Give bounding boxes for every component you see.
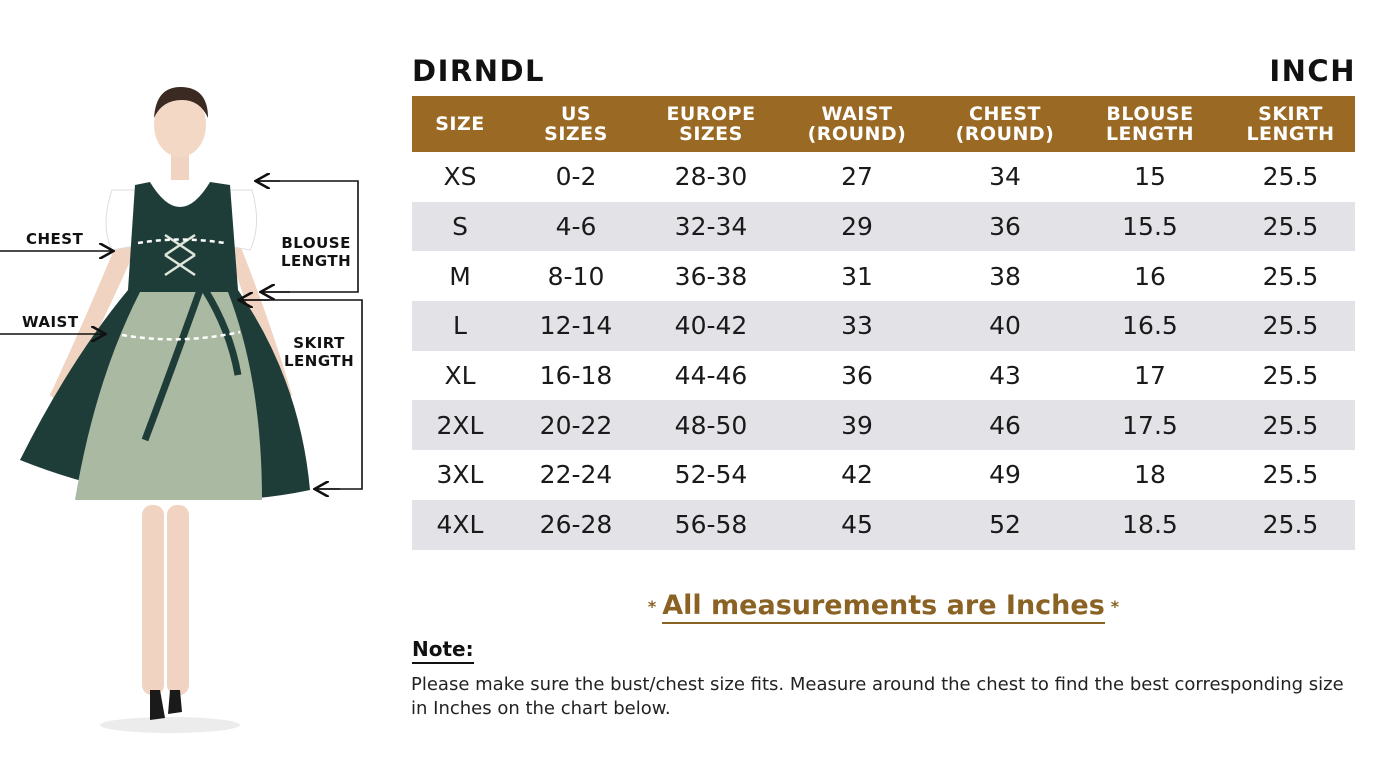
table-cell: 40-42 [644, 301, 778, 351]
table-row [412, 301, 1355, 351]
table-cell: 45 [778, 500, 936, 550]
waist-label: WAIST [22, 313, 79, 331]
table-cell: 25.5 [1226, 500, 1355, 550]
column-header [936, 96, 1074, 152]
column-header-line: SIZES [679, 123, 743, 145]
table-cell: 34 [989, 162, 1021, 192]
table-body [412, 152, 1355, 550]
table-cell: 15.5 [1074, 202, 1226, 252]
table-cell: 25.5 [1262, 460, 1319, 490]
table-cell: 0-2 [555, 162, 597, 192]
table-cell: 26-28 [508, 500, 644, 550]
column-header-line: EUROPE [666, 103, 756, 125]
column-header-line: (ROUND) [955, 123, 1055, 145]
table-cell: 48-50 [644, 400, 778, 450]
table-cell: 31 [841, 261, 873, 291]
table-cell: 18.5 [1074, 500, 1226, 550]
table-cell: 52-54 [674, 460, 748, 490]
table-cell: 38 [989, 261, 1021, 291]
table-cell: 3XL [436, 460, 484, 490]
column-header-line: US [560, 103, 592, 125]
column-header-line: LENGTH [1105, 123, 1195, 145]
table-row [412, 202, 1355, 252]
table-cell: 42 [841, 460, 873, 490]
column-header [508, 96, 644, 152]
column-header-line: WAIST [821, 103, 893, 125]
table-cell: 16-18 [539, 361, 613, 391]
floor-shadow [100, 717, 240, 733]
measurement-unit-note [412, 590, 1355, 621]
table-header-row [412, 96, 1355, 152]
column-header [778, 96, 936, 152]
column-header-line: SIZES [544, 123, 608, 145]
table-cell: 25.5 [1226, 202, 1355, 252]
table-cell: M [449, 261, 471, 291]
table-cell: 40 [936, 301, 1074, 351]
table-cell: 36-38 [674, 261, 748, 291]
table-cell: 25.5 [1262, 361, 1319, 391]
table-cell: 2XL [412, 400, 508, 450]
column-header-line: SKIRT [1258, 103, 1323, 125]
table-cell: XS [443, 162, 477, 192]
table-cell: XL [444, 361, 476, 391]
table-cell: 16 [1134, 261, 1166, 291]
table-cell: 4XL [412, 500, 508, 550]
table-cell: 17.5 [1074, 400, 1226, 450]
model-figure [0, 0, 400, 779]
table-cell: 16.5 [1074, 301, 1226, 351]
measurement-note-text: All measurements are Inches [662, 590, 1105, 624]
table-cell: 43 [989, 361, 1021, 391]
table-cell: L [412, 301, 508, 351]
column-header [644, 96, 778, 152]
table-cell: 36 [841, 361, 873, 391]
column-header [1226, 96, 1355, 152]
table-cell: 25.5 [1262, 162, 1319, 192]
table-cell: 15 [1134, 162, 1166, 192]
table-cell: 56-58 [644, 500, 778, 550]
table-cell: 28-30 [674, 162, 748, 192]
star-icon: * [1110, 597, 1120, 616]
column-header-line: CHEST [969, 103, 1041, 125]
table-cell: 29 [778, 202, 936, 252]
chart-title: DIRNDL [412, 54, 546, 88]
table-cell: 39 [778, 400, 936, 450]
table-cell: 25.5 [1226, 301, 1355, 351]
table-row [412, 251, 1355, 301]
table-cell: 4-6 [508, 202, 644, 252]
table-cell: S [412, 202, 508, 252]
skirt-length-label: SKIRT LENGTH [284, 334, 355, 370]
column-header-line: SIZE [435, 113, 485, 135]
column-header [1074, 96, 1226, 152]
table-cell: 46 [936, 400, 1074, 450]
table-cell: 12-14 [508, 301, 644, 351]
table-row [412, 400, 1355, 450]
leg-right [167, 505, 189, 695]
shoe-right [168, 690, 182, 714]
note-body: Please make sure the bust/chest size fits. Measure around the chest to find the best corresponding size in Inches on the chart below. [411, 674, 1344, 719]
leg-left [142, 505, 164, 695]
blouse-length-label: BLOUSE LENGTH [281, 234, 352, 270]
shoe-left [150, 690, 165, 720]
table-cell: 17 [1134, 361, 1166, 391]
column-header [412, 96, 508, 152]
size-chart-table [412, 96, 1355, 550]
table-cell: 8-10 [547, 261, 605, 291]
column-header-line: (ROUND) [807, 123, 907, 145]
table-row [412, 351, 1355, 401]
table-cell: 22-24 [539, 460, 613, 490]
table-cell: 32-34 [644, 202, 778, 252]
dirndl-model-illustration [0, 0, 400, 779]
table-cell: 18 [1134, 460, 1166, 490]
table-row [412, 450, 1355, 500]
note-title: Note: [412, 637, 474, 664]
table-cell: 52 [936, 500, 1074, 550]
table-cell: 44-46 [674, 361, 748, 391]
table-cell: 49 [989, 460, 1021, 490]
unit-label: INCH [1269, 54, 1356, 88]
chest-label: CHEST [26, 230, 84, 248]
table-row [412, 500, 1355, 550]
table-row [412, 152, 1355, 202]
column-header-line: BLOUSE [1106, 103, 1194, 125]
table-cell: 20-22 [508, 400, 644, 450]
table-cell: 36 [936, 202, 1074, 252]
table-cell: 27 [841, 162, 873, 192]
column-header-line: LENGTH [1246, 123, 1335, 145]
star-icon: * [647, 597, 657, 616]
table-cell: 25.5 [1262, 261, 1319, 291]
table-cell: 33 [778, 301, 936, 351]
table-cell: 25.5 [1226, 400, 1355, 450]
